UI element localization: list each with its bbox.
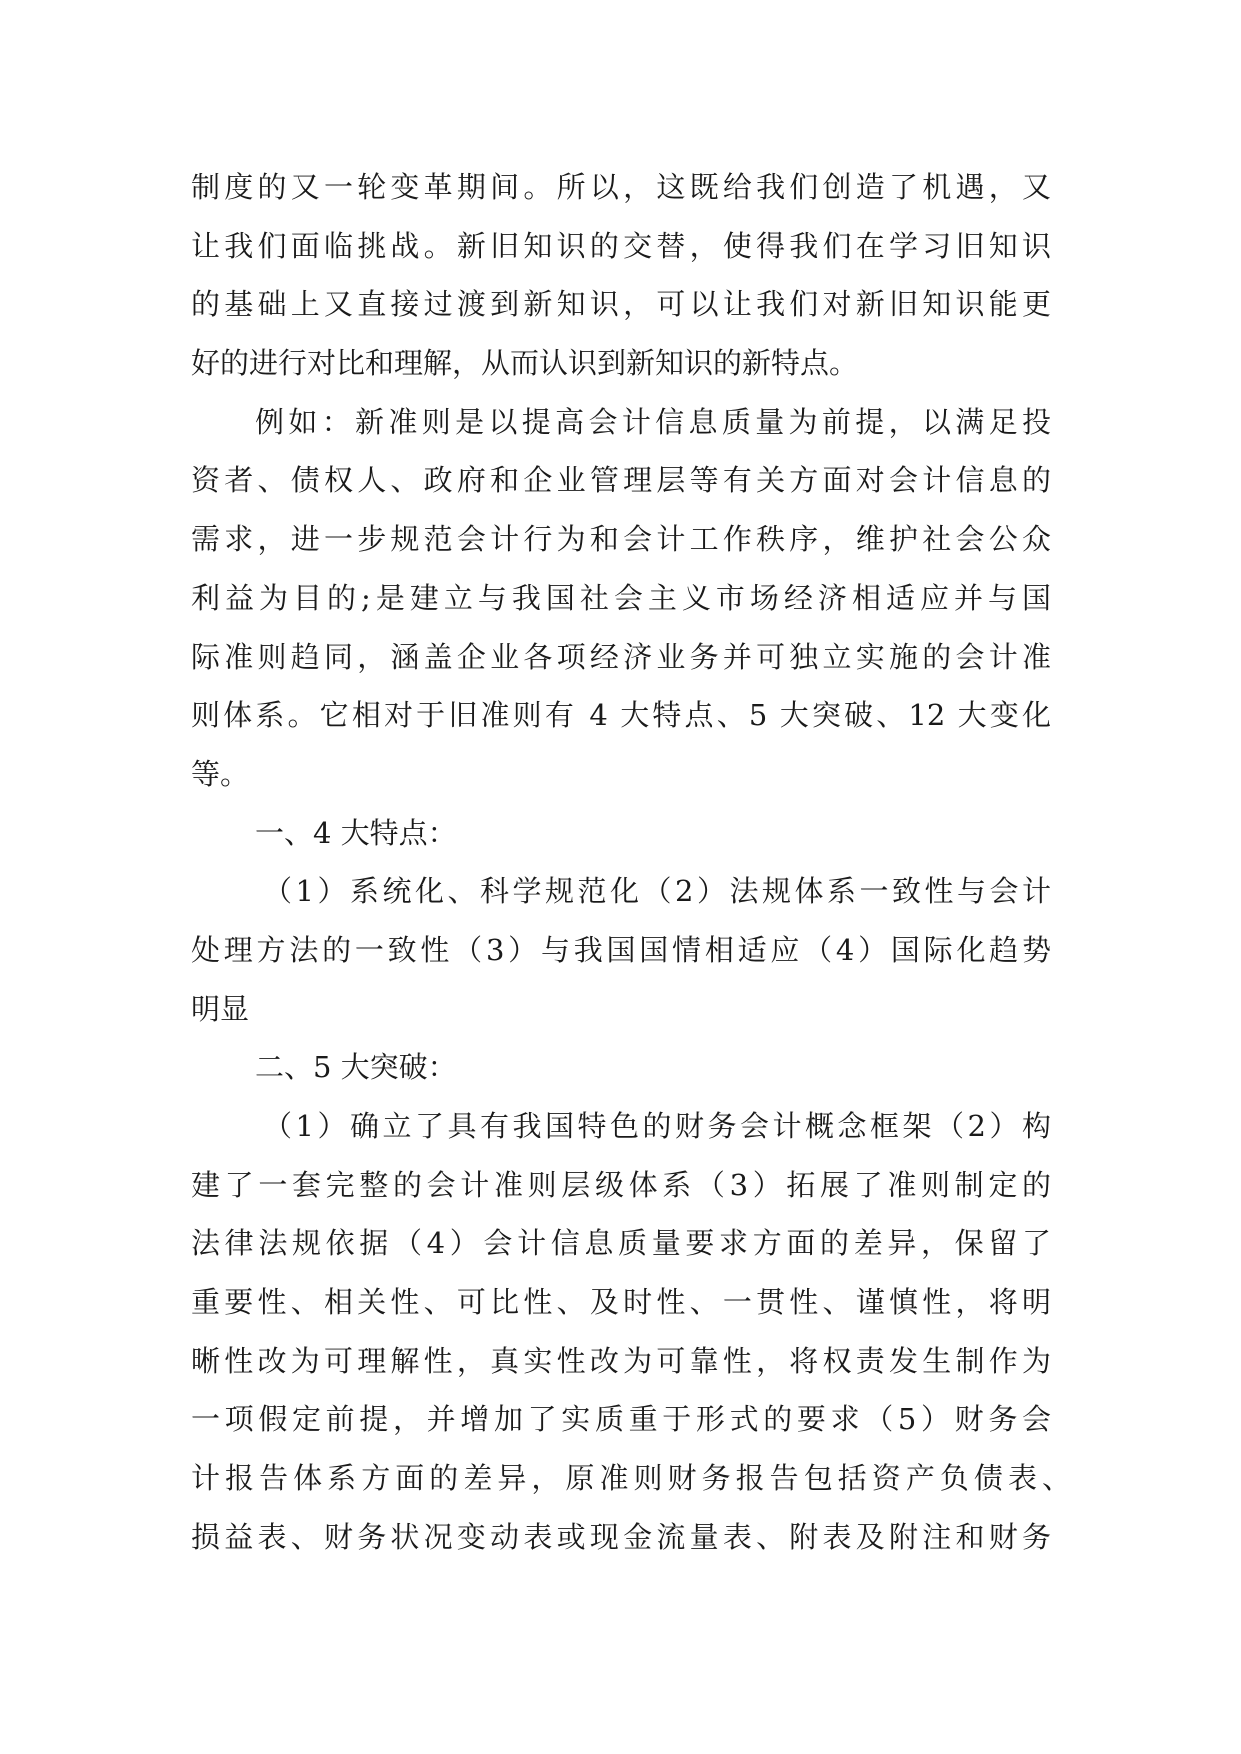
text-line: 损益表、财务状况变动表或现金流量表、附表及附注和财务: [191, 1519, 1051, 1554]
text-line: 明显: [191, 991, 250, 1026]
text-line: 重要性、相关性、可比性、及时性、一贯性、谨慎性，将明: [191, 1285, 1051, 1320]
text-line: 计报告体系方面的差异，原准则财务报告包括资产负债表、: [191, 1461, 1071, 1496]
paragraph-start-line: （1）系统化、科学规范化（2）法规体系一致性与会计: [263, 874, 1051, 909]
text-line: 的基础上又直接过渡到新知识，可以让我们对新旧知识能更: [191, 287, 1051, 322]
text-line: 等。: [191, 756, 250, 791]
text-line: 好的进行对比和理解，从而认识到新知识的新特点。: [191, 346, 859, 381]
text-line: 利益为目的;是建立与我国社会主义市场经济相适应并与国: [191, 580, 1051, 615]
text-line: 需求，进一步规范会计行为和会计工作秩序，维护社会公众: [191, 522, 1051, 557]
section-heading: 二、5 大突破：: [255, 1050, 457, 1085]
section-heading: 一、4 大特点：: [255, 815, 457, 850]
text-line: 际准则趋同，涵盖企业各项经济业务并可独立实施的会计准: [191, 639, 1051, 674]
text-line: 制度的又一轮变革期间。所以，这既给我们创造了机遇，又: [191, 170, 1051, 204]
text-line: 则体系。它相对于旧准则有 4 大特点、5 大突破、12 大变化: [191, 698, 1051, 733]
text-line: 建了一套完整的会计准则层级体系（3）拓展了准则制定的: [191, 1167, 1051, 1202]
paragraph-start-line: （1）确立了具有我国特色的财务会计概念框架（2）构: [263, 1109, 1051, 1143]
text-line: 法律法规依据（4）会计信息质量要求方面的差异，保留了: [191, 1226, 1051, 1261]
text-line: 一项假定前提，并增加了实质重于形式的要求（5）财务会: [191, 1402, 1051, 1437]
text-line: 资者、债权人、政府和企业管理层等有关方面对会计信息的: [191, 463, 1051, 498]
text-line: 让我们面临挑战。新旧知识的交替，使得我们在学习旧知识: [191, 228, 1051, 263]
document-body: [191, 158, 1071, 1567]
text-line: 处理方法的一致性（3）与我国国情相适应（4）国际化趋势: [191, 932, 1051, 967]
text-line: 晰性改为可理解性，真实性改为可靠性，将权责发生制作为: [191, 1343, 1051, 1378]
paragraph-start-line: 例如：新准则是以提高会计信息质量为前提，以满足投: [255, 404, 1051, 439]
